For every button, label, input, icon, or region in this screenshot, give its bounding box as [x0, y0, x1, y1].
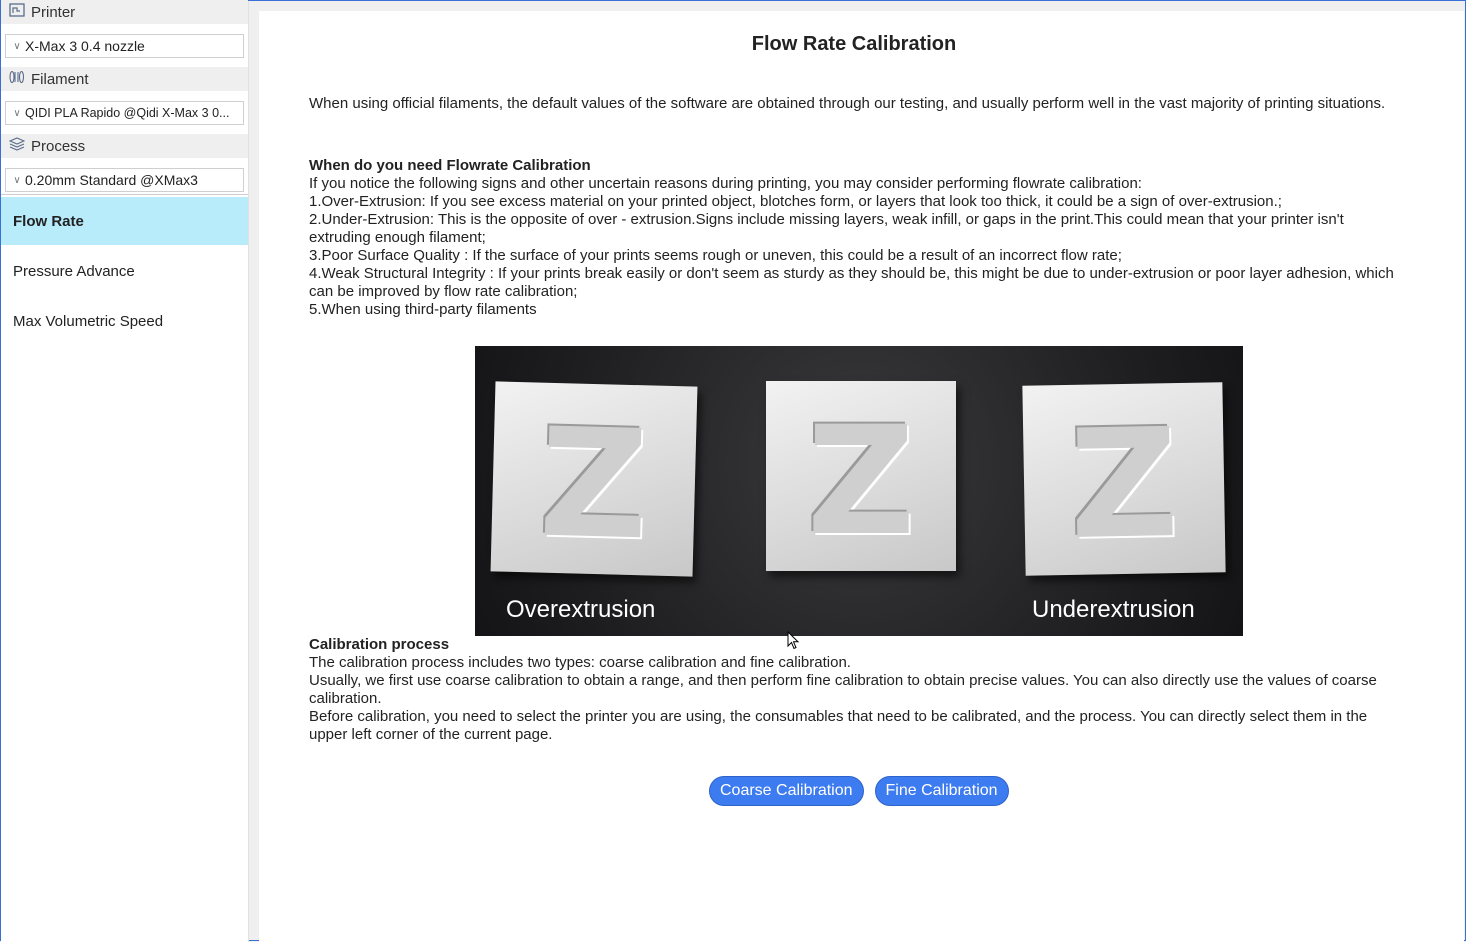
coarse-calibration-button[interactable]: Coarse Calibration — [709, 776, 864, 806]
page-title: Flow Rate Calibration — [751, 33, 957, 55]
flow-rate-example-image — [475, 346, 1243, 636]
nav-item-flow-rate[interactable]: Flow Rate — [1, 197, 248, 245]
filament-label: Filament — [31, 70, 89, 88]
main-panel — [259, 11, 1464, 942]
block-letter: Z — [537, 396, 651, 574]
printer-select[interactable] — [5, 34, 244, 58]
fine-calibration-button[interactable]: Fine Calibration — [875, 776, 1009, 806]
nav-item-pressure-advance[interactable]: Pressure Advance — [13, 262, 135, 280]
sidebar — [1, 1, 249, 942]
mouse-pointer-icon — [787, 631, 801, 656]
overextrusion-label: Overextrusion — [506, 596, 656, 623]
process-section — [309, 636, 1409, 744]
process-heading: Calibration process — [309, 636, 450, 653]
process-select[interactable] — [5, 168, 244, 192]
layers-icon — [9, 137, 31, 155]
filament-icon — [9, 70, 31, 88]
filament-section-header — [1, 67, 248, 91]
calibration-buttons — [709, 776, 1009, 806]
test-block-normal — [766, 381, 956, 571]
chevron-down-icon: ∨ — [13, 40, 21, 52]
when-line: 3.Poor Surface Quality : If the surface of your prints seems rough or uneven, this could be a result of an incorrect flow rate; — [309, 247, 1122, 264]
test-block-underextrusion — [1022, 382, 1225, 575]
printer-icon — [9, 3, 31, 21]
underextrusion-label: Underextrusion — [1032, 596, 1195, 623]
when-line: 4.Weak Structural Integrity : If your prints break easily or don't seem as sturdy as they should be, this might be due to under-extrusion or poor layer adhesion, which can be improved by flow rate calibration; — [309, 265, 1394, 300]
filament-select[interactable] — [5, 101, 244, 125]
when-section — [309, 157, 1409, 319]
printer-label: Printer — [31, 3, 76, 21]
process-label: Process — [31, 137, 86, 155]
when-line: 2.Under-Extrusion: This is the opposite of over - extrusion.Signs include missing layers, weak infill, or gaps in the print.This could mean that your printer isn't extruding enough filament; — [309, 211, 1344, 246]
when-line: If you notice the following signs and other uncertain reasons during printing, you may consider performing flowrate calibration: — [309, 175, 1142, 192]
printer-section-header — [1, 0, 248, 24]
test-block-overextrusion — [491, 381, 698, 576]
filament-value: QIDI PLA Rapido @Qidi X-Max 3 0... — [25, 106, 230, 120]
process-section-header — [1, 134, 248, 158]
chevron-down-icon: ∨ — [13, 107, 21, 119]
printer-value: X-Max 3 0.4 nozzle — [25, 38, 145, 54]
process-value: 0.20mm Standard @XMax3 — [25, 172, 198, 188]
process-line: The calibration process includes two types: coarse calibration and fine calibration. — [309, 654, 851, 671]
process-line: Usually, we first use coarse calibration to obtain a range, and then perform fine calibration to obtain precise values. You can also directly use the values of coarse calibration. — [309, 672, 1377, 707]
block-letter: Z — [1068, 397, 1180, 573]
when-line: 1.Over-Extrusion: If you see excess material on your printed object, blotches form, or layers that look too thick, it could be a sign of over-extrusion.; — [309, 193, 1282, 210]
chevron-down-icon: ∨ — [13, 174, 21, 186]
when-line: 5.When using third-party filaments — [309, 301, 537, 318]
intro-text: When using official filaments, the default values of the software are obtained through our testing, and usually perform well in the vast majority of printing situations. — [309, 95, 1386, 112]
block-letter: Z — [806, 395, 916, 569]
process-line: Before calibration, you need to select the printer you are using, the consumables that need to be calibrated, and the process. You can directly select them in the upper left corner of the current page. — [309, 708, 1368, 743]
nav-item-max-volumetric-speed[interactable]: Max Volumetric Speed — [13, 312, 164, 330]
when-heading: When do you need Flowrate Calibration — [309, 157, 591, 174]
